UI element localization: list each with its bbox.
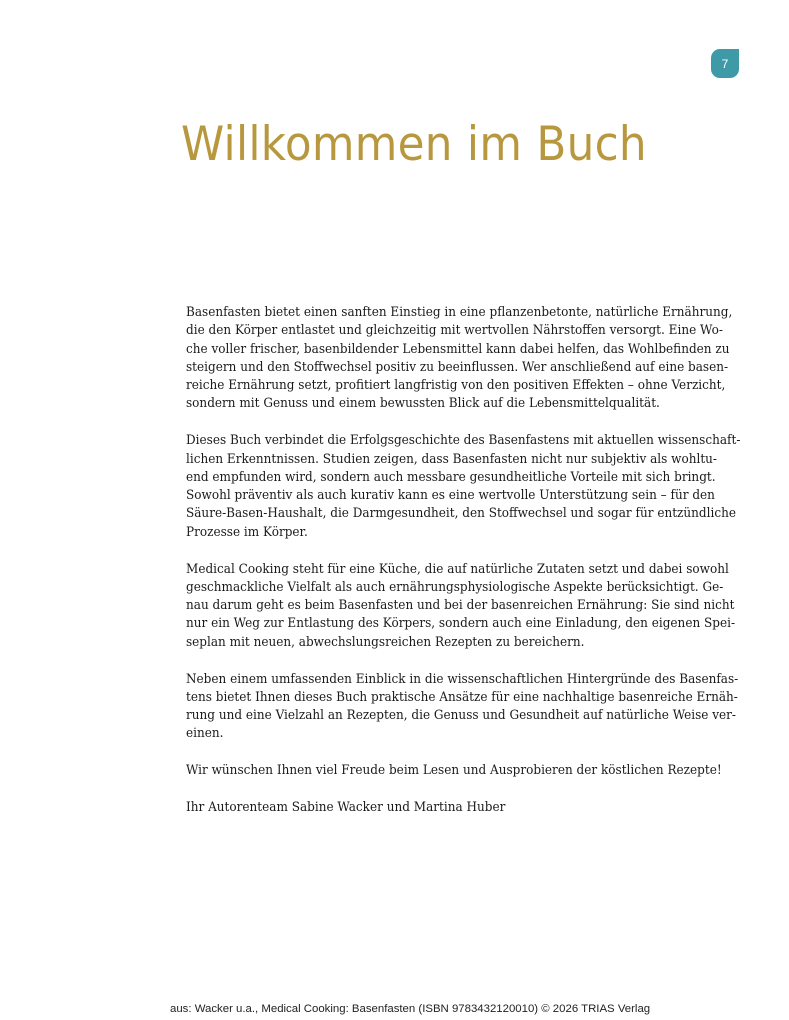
text-line: steigern und den Stoffwechsel positiv zu beeinflussen. Wer anschließend auf eine basen- [186,359,729,375]
text-line: nur ein Weg zur Entlastung des Körpers, sondern auch eine Einladung, den eigenen Spei- [186,616,736,632]
text-line: Dieses Buch verbindet die Erfolgsgeschichte des Basenfastens mit aktuellen wissenschaft- [186,433,741,449]
text-line: Medical Cooking steht für eine Küche, die auf natürliche Zutaten setzt und dabei sowohl [186,561,729,577]
text-line: rung und eine Vielzahl an Rezepten, die Genuss und Gesundheit auf natürliche Weise ver- [186,708,737,724]
body-text [186,304,741,836]
text-line: Neben einem umfassenden Einblick in die wissenschaftlichen Hintergründe des Basenfas- [186,671,739,687]
paragraph-wishes [186,762,726,780]
paragraph-signature [186,799,726,817]
text-line: geschmackliche Vielfalt als auch ernährungsphysiologische Aspekte berücksichtigt. Ge- [186,579,724,595]
text-line: end empfunden wird, sondern auch messbare gesundheitliche Vorteile mit sich bringt. [186,469,716,485]
text-line: die den Körper entlastet und gleichzeitig mit wertvollen Nährstoffen versorgt. Eine Wo- [186,323,723,339]
paragraph-medical-cooking [186,561,736,652]
text-line: Basenfasten bietet einen sanften Einstieg in eine pflanzenbetonte, natürliche Ernährung, [186,305,733,320]
text-line: sondern mit Genuss und einem bewussten Blick auf die Lebensmittelqualität. [186,396,660,412]
page-title: Willkommen im Buch [181,117,647,172]
paragraph-insight [186,671,739,744]
paragraph-intro [186,304,733,414]
text-line: Ihr Autorenteam Sabine Wacker und Martina Huber [186,800,506,816]
paragraph-book-overview [186,432,741,542]
page-number-badge [711,49,739,78]
text-line: che voller frischer, basenbildender Lebensmittel kann dabei helfen, das Wohlbefinden zu [186,341,730,357]
text-line: einen. [186,726,224,742]
text-line: Säure-Basen-Haushalt, die Darmgesundheit, den Stoffwechsel und sogar für entzündliche [186,506,736,522]
page-number: 7 [721,56,729,71]
text-line: reiche Ernährung setzt, profitiert langfristig von den positiven Effekten – ohne Verzicht, [186,378,726,394]
text-line: nau darum geht es beim Basenfasten und bei der basenreichen Ernährung: Sie sind nicht [186,598,735,614]
text-line: Prozesse im Körper. [186,524,308,540]
text-line: seplan mit neuen, abwechslungsreichen Rezepten zu bereichern. [186,634,585,650]
text-line: Sowohl präventiv als auch kurativ kann es eine wertvolle Unterstützung sein – für den [186,488,715,504]
text-line: lichen Erkenntnissen. Studien zeigen, dass Basenfasten nicht nur subjektiv als wohltu- [186,451,717,467]
text-line: Wir wünschen Ihnen viel Freude beim Lesen und Ausprobieren der köstlichen Rezepte! [186,763,722,779]
footer-citation: aus: Wacker u.a., Medical Cooking: Basenfasten (ISBN 9783432120010) © 2026 TRIAS Verlag [170,1003,651,1015]
text-line: tens bietet Ihnen dieses Buch praktische Ansätze für eine nachhaltige basenreiche Ernäh- [186,689,738,705]
